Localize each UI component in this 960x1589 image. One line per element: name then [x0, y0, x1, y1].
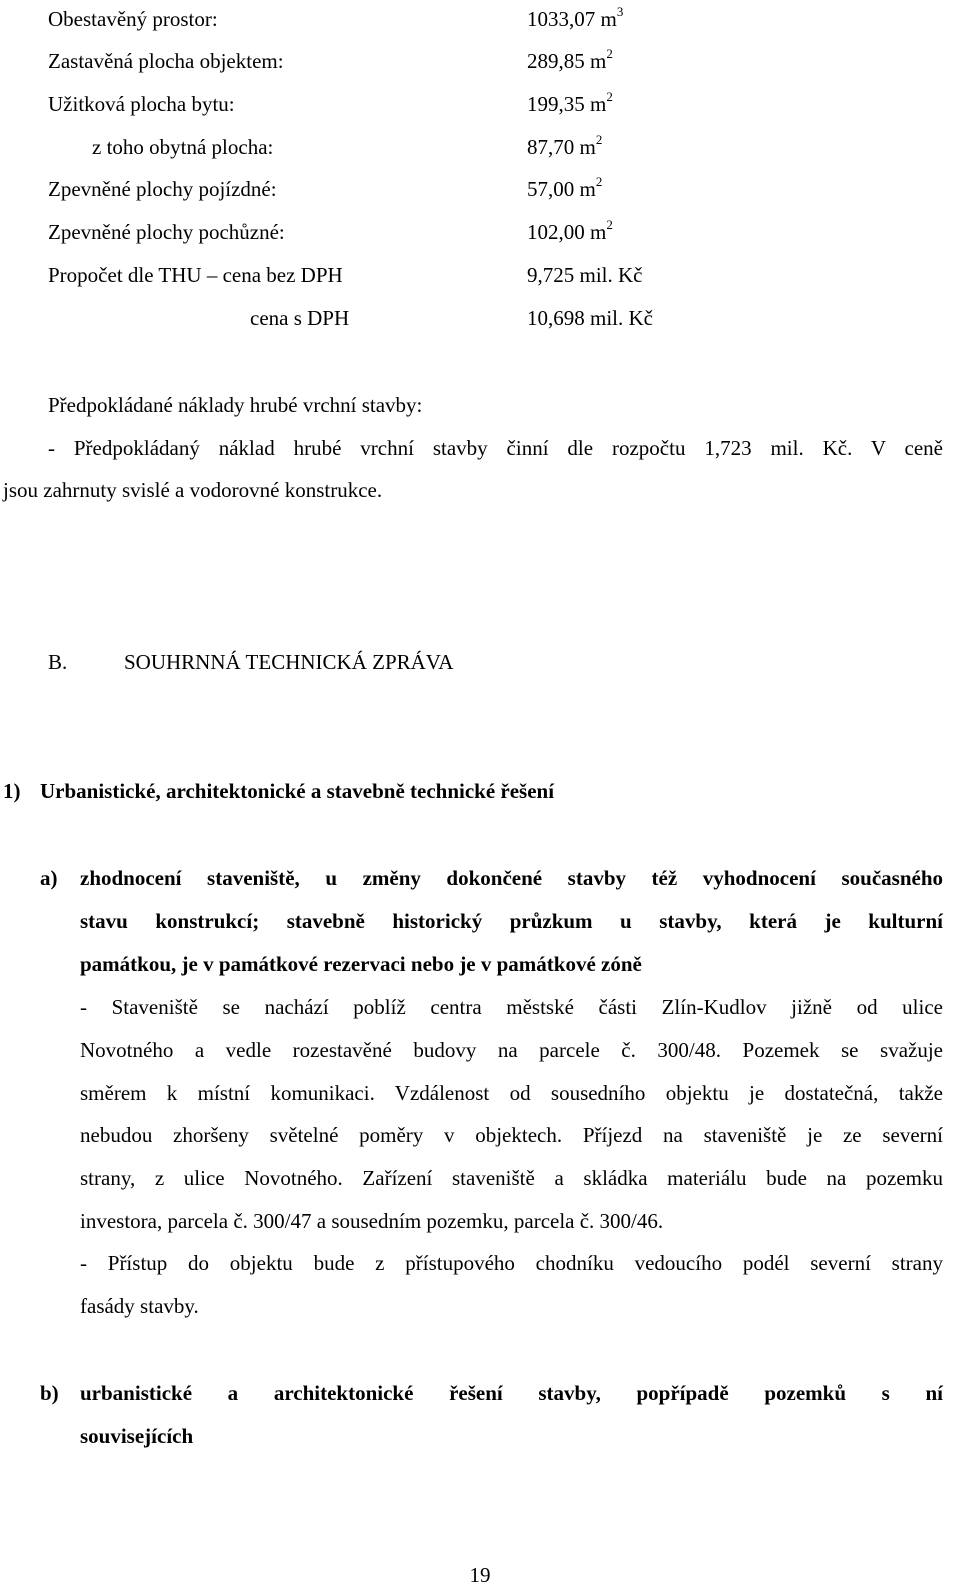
- item-a-body-line: směrem k místní komunikaci. Vzdálenost od sousedního objektu je dostatečná, takže: [80, 1081, 943, 1105]
- spec-value: 102,00 $m^2$: [527, 217, 613, 244]
- item-a-body-line: - Staveniště se nachází poblíž centra městské části Zlín-Kudlov jižně od ulice: [80, 995, 943, 1019]
- subsection-number: 1): [3, 779, 21, 803]
- item-a-letter: a): [40, 866, 58, 890]
- item-a-body-line: strany, z ulice Novotného. Zařízení staveniště a skládka materiálu bude na pozemku: [80, 1166, 943, 1190]
- costs-line-1: - Předpokládaný náklad hrubé vrchní stavby činní dle rozpočtu 1,723 mil. Kč. V ceně: [48, 436, 943, 460]
- spec-label: Zastavěná plocha objektem:: [48, 49, 284, 73]
- item-a-body-line: Novotného a vedle rozestavěné budovy na parcele č. 300/48. Pozemek se svažuje: [80, 1038, 943, 1062]
- item-a-title-line: stavu konstrukcí; stavebně historický průzkum u stavby, která je kulturní: [80, 909, 943, 933]
- item-b-title-line: souvisejících: [80, 1424, 194, 1448]
- item-a-body-line: - Přístup do objektu bude z přístupového chodníku vedoucího podél severní strany: [80, 1251, 943, 1275]
- spec-value: 9,725 mil. Kč: [527, 263, 643, 287]
- spec-value: 1033,07 $m^3$: [527, 4, 624, 31]
- page-number: 19: [469, 1563, 491, 1587]
- spec-value: 199,35 $m^2$: [527, 89, 613, 116]
- spec-label: cena s DPH: [250, 306, 350, 330]
- costs-heading: Předpokládané náklady hrubé vrchní stavby:: [48, 393, 423, 417]
- item-a-title-line: zhodnocení staveniště, u změny dokončené stavby též vyhodnocení současného: [80, 866, 943, 890]
- section-letter: B.: [48, 650, 68, 674]
- item-b-title-line: urbanistické a architektonické řešení stavby, popřípadě pozemků s ní: [80, 1381, 943, 1405]
- spec-label: Užitková plocha bytu:: [48, 92, 235, 116]
- spec-value: 57,00 $m^2$: [527, 174, 603, 201]
- spec-value: 87,70 $m^2$: [527, 132, 603, 159]
- spec-label: Zpevněné plochy pojízdné:: [48, 177, 277, 201]
- item-a-body-line: nebudou zhoršeny světelné poměry v objektech. Příjezd na staveniště je ze severní: [80, 1123, 943, 1147]
- spec-label: z toho obytná plocha:: [92, 135, 274, 159]
- spec-label: Propočet dle THU – cena bez DPH: [48, 263, 343, 287]
- section-title: SOUHRNNÁ TECHNICKÁ ZPRÁVA: [124, 650, 454, 674]
- spec-value: 10,698 mil. Kč: [527, 306, 653, 330]
- item-a-body-line: investora, parcela č. 300/47 a sousedním pozemku, parcela č. 300/46.: [80, 1209, 664, 1233]
- item-b-letter: b): [40, 1381, 59, 1405]
- item-a-body-line: fasády stavby.: [80, 1294, 199, 1318]
- item-a-title-line: památkou, je v památkové rezervaci nebo je v památkové zóně: [80, 952, 642, 976]
- spec-label: Obestavěný prostor:: [48, 7, 218, 31]
- costs-line-2: jsou zahrnuty svislé a vodorovné konstrukce.: [3, 478, 383, 502]
- spec-label: Zpevněné plochy pochůzné:: [48, 220, 285, 244]
- subsection-title: Urbanistické, architektonické a stavebně technické řešení: [40, 779, 555, 803]
- spec-value: 289,85 $m^2$: [527, 46, 613, 73]
